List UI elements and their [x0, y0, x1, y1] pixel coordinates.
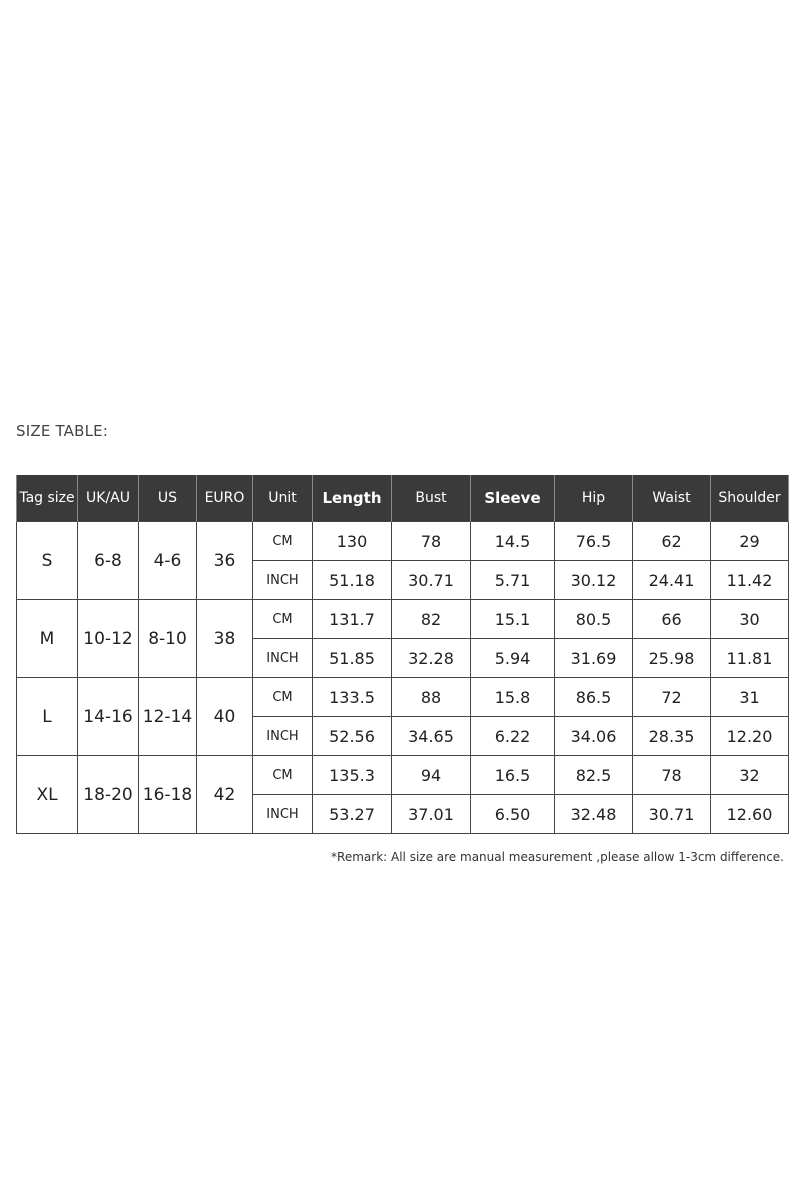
length-cell: 135.3 — [313, 756, 392, 795]
hip-cell: 34.06 — [555, 717, 633, 756]
table-row — [17, 756, 789, 795]
uk-au-cell: 6-8 — [78, 522, 139, 600]
uk-au-cell: 18-20 — [78, 756, 139, 834]
shoulder-cell: 11.81 — [711, 639, 789, 678]
header-sleeve: Sleeve — [471, 475, 555, 522]
unit-cell: CM — [253, 756, 313, 795]
sleeve-cell: 6.50 — [471, 795, 555, 834]
table-row — [17, 678, 789, 717]
waist-cell: 78 — [633, 756, 711, 795]
us-cell: 12-14 — [139, 678, 197, 756]
unit-cell: INCH — [253, 795, 313, 834]
bust-cell: 30.71 — [392, 561, 471, 600]
shoulder-cell: 31 — [711, 678, 789, 717]
hip-cell: 80.5 — [555, 600, 633, 639]
unit-cell: CM — [253, 522, 313, 561]
length-cell: 131.7 — [313, 600, 392, 639]
tag-size-cell: S — [17, 522, 78, 600]
waist-cell: 24.41 — [633, 561, 711, 600]
hip-cell: 76.5 — [555, 522, 633, 561]
hip-cell: 82.5 — [555, 756, 633, 795]
uk-au-cell: 10-12 — [78, 600, 139, 678]
bust-cell: 88 — [392, 678, 471, 717]
shoulder-cell: 12.20 — [711, 717, 789, 756]
bust-cell: 37.01 — [392, 795, 471, 834]
header-length: Length — [313, 475, 392, 522]
header-waist: Waist — [633, 475, 711, 522]
table-header-row — [17, 475, 789, 522]
unit-cell: CM — [253, 600, 313, 639]
unit-cell: INCH — [253, 717, 313, 756]
sleeve-cell: 15.8 — [471, 678, 555, 717]
sleeve-cell: 5.71 — [471, 561, 555, 600]
header-shoulder: Shoulder — [711, 475, 789, 522]
length-cell: 52.56 — [313, 717, 392, 756]
header-unit: Unit — [253, 475, 313, 522]
length-cell: 51.18 — [313, 561, 392, 600]
sleeve-cell: 16.5 — [471, 756, 555, 795]
sleeve-cell: 5.94 — [471, 639, 555, 678]
waist-cell: 28.35 — [633, 717, 711, 756]
us-cell: 4-6 — [139, 522, 197, 600]
shoulder-cell: 29 — [711, 522, 789, 561]
waist-cell: 62 — [633, 522, 711, 561]
size-table — [16, 475, 789, 834]
hip-cell: 86.5 — [555, 678, 633, 717]
tag-size-cell: XL — [17, 756, 78, 834]
us-cell: 8-10 — [139, 600, 197, 678]
size-table-title: SIZE TABLE: — [16, 422, 109, 440]
unit-cell: INCH — [253, 561, 313, 600]
waist-cell: 66 — [633, 600, 711, 639]
length-cell: 130 — [313, 522, 392, 561]
euro-cell: 36 — [197, 522, 253, 600]
unit-cell: CM — [253, 678, 313, 717]
bust-cell: 34.65 — [392, 717, 471, 756]
bust-cell: 94 — [392, 756, 471, 795]
bust-cell: 32.28 — [392, 639, 471, 678]
length-cell: 51.85 — [313, 639, 392, 678]
us-cell: 16-18 — [139, 756, 197, 834]
header-uk-au: UK/AU — [78, 475, 139, 522]
shoulder-cell: 32 — [711, 756, 789, 795]
header-tag-size: Tag size — [17, 475, 78, 522]
shoulder-cell: 11.42 — [711, 561, 789, 600]
waist-cell: 30.71 — [633, 795, 711, 834]
bust-cell: 78 — [392, 522, 471, 561]
header-us: US — [139, 475, 197, 522]
length-cell: 133.5 — [313, 678, 392, 717]
tag-size-cell: M — [17, 600, 78, 678]
waist-cell: 25.98 — [633, 639, 711, 678]
waist-cell: 72 — [633, 678, 711, 717]
euro-cell: 38 — [197, 600, 253, 678]
sleeve-cell: 14.5 — [471, 522, 555, 561]
header-hip: Hip — [555, 475, 633, 522]
sleeve-cell: 6.22 — [471, 717, 555, 756]
remark-note: *Remark: All size are manual measurement ,please allow 1-3cm difference. — [331, 850, 784, 864]
header-bust: Bust — [392, 475, 471, 522]
euro-cell: 40 — [197, 678, 253, 756]
length-cell: 53.27 — [313, 795, 392, 834]
shoulder-cell: 30 — [711, 600, 789, 639]
euro-cell: 42 — [197, 756, 253, 834]
unit-cell: INCH — [253, 639, 313, 678]
header-euro: EURO — [197, 475, 253, 522]
table-row — [17, 522, 789, 561]
sleeve-cell: 15.1 — [471, 600, 555, 639]
hip-cell: 30.12 — [555, 561, 633, 600]
hip-cell: 31.69 — [555, 639, 633, 678]
bust-cell: 82 — [392, 600, 471, 639]
shoulder-cell: 12.60 — [711, 795, 789, 834]
table-row — [17, 600, 789, 639]
tag-size-cell: L — [17, 678, 78, 756]
hip-cell: 32.48 — [555, 795, 633, 834]
uk-au-cell: 14-16 — [78, 678, 139, 756]
